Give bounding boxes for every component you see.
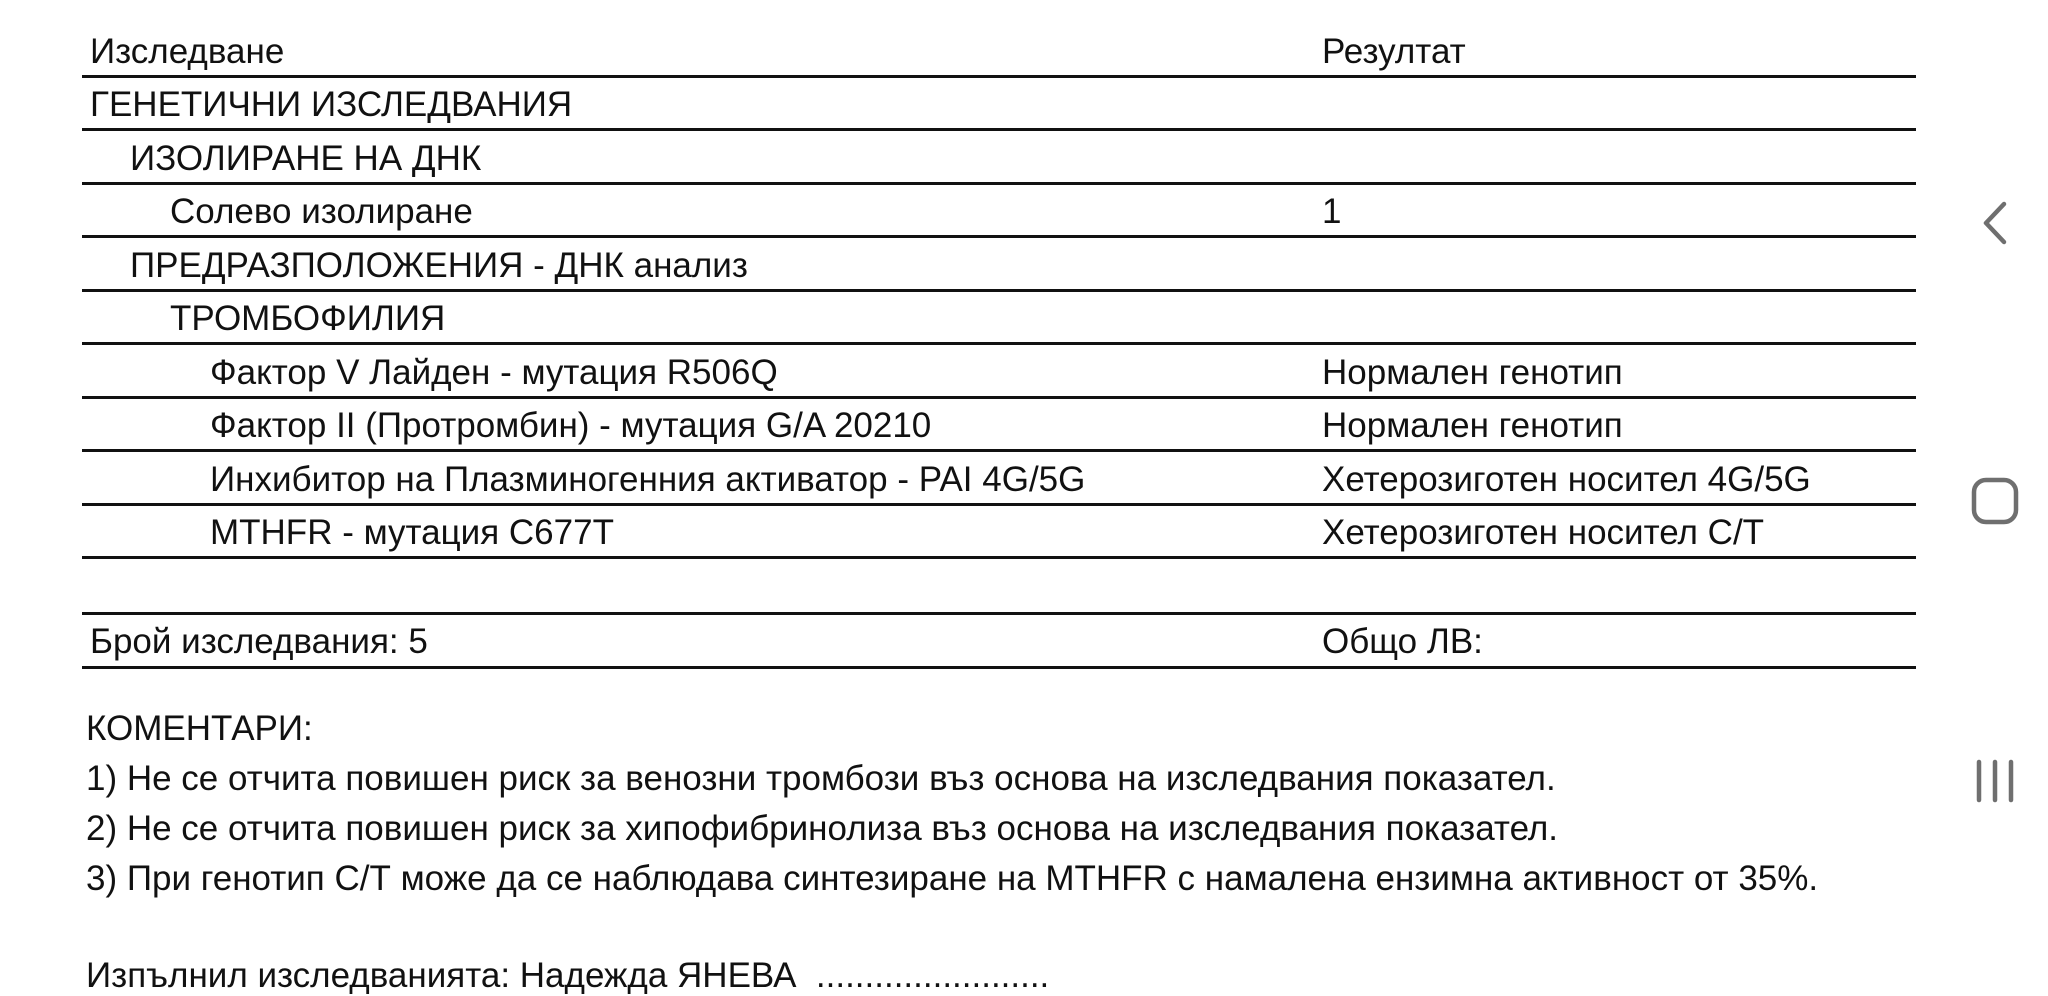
table-row	[82, 452, 1916, 506]
row-result: Нормален генотип	[1322, 352, 1623, 392]
table-row-section-dna-isolation	[82, 131, 1916, 185]
home-icon	[1970, 476, 2020, 526]
row-name: ИЗОЛИРАНЕ НА ДНК	[130, 138, 482, 178]
table-row	[82, 399, 1916, 453]
row-name: ПРЕДРАЗПОЛОЖЕНИЯ - ДНК анализ	[130, 245, 748, 285]
row-result: Хетерозиготен носител 4G/5G	[1322, 459, 1811, 499]
table-row-section-genetic	[82, 78, 1916, 132]
row-name: ТРОМБОФИЛИЯ	[170, 299, 446, 338]
table-row	[82, 506, 1916, 560]
comment-line: 2) Не се отчита повишен риск за хипофибринолиза въз основа на изследвания показател.	[86, 809, 1559, 848]
comments-title: КОМЕНТАРИ:	[86, 709, 313, 748]
test-count-label: Брой изследвания: 5	[90, 622, 428, 661]
row-name: Солево изолиране	[170, 192, 473, 231]
table-row	[82, 185, 1916, 239]
table-row	[82, 345, 1916, 399]
table-row-section-predisposition	[82, 238, 1916, 292]
row-result: Хетерозиготен носител C/T	[1322, 513, 1765, 552]
comment-line: 3) При генотип С/Т може да се наблюдава синтезиране на MTHFR с намалена ензимна активност от 35%.	[86, 859, 1819, 898]
table-row-section-thrombophilia	[82, 292, 1916, 346]
row-result: 1	[1322, 192, 1342, 231]
performer-signature-line: Изпълнил изследванията: Надежда ЯНЕВА ........................	[86, 956, 1050, 995]
results-table	[82, 24, 1916, 559]
recents-icon	[1973, 758, 2017, 804]
table-header-row	[82, 24, 1916, 78]
row-name: Фактор II (Протромбин) - мутация G/A 20210	[210, 406, 932, 445]
row-name: Фактор V Лайден - мутация R506Q	[210, 352, 778, 392]
total-label: Общо ЛВ:	[1322, 622, 1483, 661]
comment-line: 1) Не се отчита повишен риск за венозни тромбози въз основа на изследвания показател.	[86, 759, 1556, 798]
comments-section	[86, 704, 1818, 904]
back-icon	[1980, 200, 2010, 246]
row-result: Нормален генотип	[1322, 406, 1623, 445]
system-navigation-bar	[1940, 0, 2048, 996]
summary-row	[82, 612, 1916, 669]
recents-button[interactable]	[1968, 754, 2022, 808]
row-name: MTHFR - мутация C677T	[210, 513, 614, 552]
back-button[interactable]	[1968, 196, 2022, 250]
column-header-test: Изследване	[90, 31, 285, 71]
row-name: ГЕНЕТИЧНИ ИЗСЛЕДВАНИЯ	[90, 85, 573, 124]
home-button[interactable]	[1968, 474, 2022, 528]
row-name: Инхибитор на Плазминогенния активатор - PAI 4G/5G	[210, 459, 1086, 499]
column-header-result: Резултат	[1322, 31, 1466, 71]
